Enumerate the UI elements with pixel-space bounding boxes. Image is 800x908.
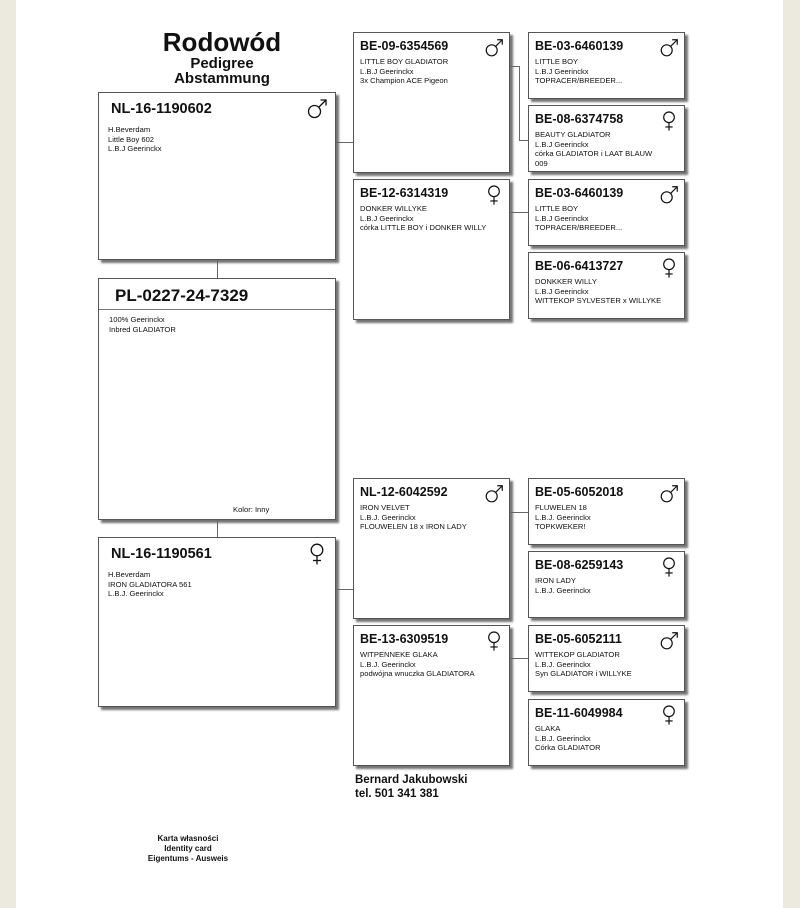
great-grandparent-ring-number: BE-05-6052111 xyxy=(535,632,622,646)
great-grandparent-line: L.B.J Geerinckx xyxy=(535,66,589,76)
grandparent-ring-number: BE-09-6354569 xyxy=(360,39,449,53)
dam-card[interactable] xyxy=(98,537,336,707)
dam-line: H.Beverdam xyxy=(108,570,151,579)
male-icon xyxy=(658,184,680,206)
great-grandparent-line: Córka GLADIATOR xyxy=(535,743,601,752)
subject-card[interactable] xyxy=(98,278,336,520)
pedigree-title xyxy=(134,28,310,87)
dam-ring-number: NL-16-1190561 xyxy=(111,546,212,562)
grandparent-line: WITPENNEKE GLAKA xyxy=(360,650,438,659)
grandparent-ring-number: BE-13-6309519 xyxy=(360,632,449,646)
connector-line xyxy=(336,142,353,143)
male-icon xyxy=(658,483,680,505)
grandparent-card[interactable] xyxy=(353,478,510,619)
female-icon xyxy=(658,257,680,279)
great-grandparent-card[interactable] xyxy=(528,252,685,319)
great-grandparent-card[interactable] xyxy=(528,105,685,172)
great-grandparent-ring-number: BE-11-6049984 xyxy=(535,706,623,720)
grandparent-ring-number: NL-12-6042592 xyxy=(360,485,448,499)
great-grandparent-line: L.B.J. Geerinckx xyxy=(535,659,591,669)
sire-line: H.Beverdam xyxy=(108,125,151,134)
great-grandparent-line: córka GLADIATOR i LAAT BLAUW xyxy=(535,149,653,158)
male-icon xyxy=(483,483,505,505)
subject-color: Kolor: Inny xyxy=(233,505,270,514)
owner-name: Bernard Jakubowski xyxy=(355,774,468,786)
connector-line xyxy=(519,140,528,141)
grandparent-line: 3x Champion ACE Pigeon xyxy=(360,76,448,85)
great-grandparent-line: 009 xyxy=(535,158,548,168)
connector-line xyxy=(510,212,528,213)
grandparent-line: IRON VELVET xyxy=(360,503,410,512)
great-grandparent-ring-number: BE-05-6052018 xyxy=(535,485,624,499)
identity-card-en: Identity card xyxy=(164,844,212,853)
great-grandparent-ring-number: BE-03-6460139 xyxy=(535,39,624,53)
female-icon xyxy=(305,542,329,566)
grandparent-line: L.B.J Geerinckx xyxy=(360,213,414,223)
connector-line xyxy=(510,658,528,659)
female-icon xyxy=(658,556,680,578)
subject-line: Inbred GLADIATOR xyxy=(109,324,176,334)
great-grandparent-line: LITTLE BOY xyxy=(535,57,579,66)
grandparent-card[interactable] xyxy=(353,32,510,173)
grandparent-line: podwójna wnuczka GLADIATORA xyxy=(360,669,475,678)
identity-card-label xyxy=(120,834,256,864)
great-grandparent-card[interactable] xyxy=(528,478,685,545)
great-grandparent-ring-number: BE-08-6374758 xyxy=(535,112,624,126)
identity-card-de: Eigentums - Ausweis xyxy=(147,854,229,863)
grandparent-card[interactable] xyxy=(353,179,510,320)
great-grandparent-line: L.B.J Geerinckx xyxy=(535,213,589,223)
great-grandparent-line: IRON LADY xyxy=(535,576,576,585)
dam-line: L.B.J. Geerinckx xyxy=(108,589,164,598)
great-grandparent-line: WITTEKOP SYLVESTER x WILLYKE xyxy=(535,296,662,305)
female-icon xyxy=(483,630,505,652)
great-grandparent-line: Syn GLADIATOR i WILLYKE xyxy=(535,669,632,678)
great-grandparent-line: GLAKA xyxy=(535,724,561,733)
great-grandparent-line: L.B.J. Geerinckx xyxy=(535,733,591,743)
great-grandparent-line: BEAUTY GLADIATOR xyxy=(535,130,611,139)
title-de: Abstammung xyxy=(174,70,270,87)
owner-info xyxy=(355,773,467,801)
grandparent-line: córka LITTLE BOY i DONKER WILLY xyxy=(360,223,487,232)
grandparent-line: L.B.J Geerinckx xyxy=(360,66,414,76)
sire-line: L.B.J Geerinckx xyxy=(108,144,162,153)
grandparent-card[interactable] xyxy=(353,625,510,766)
great-grandparent-line: TOPRACER/BREEDER... xyxy=(535,76,623,85)
great-grandparent-ring-number: BE-08-6259143 xyxy=(535,558,624,572)
subject-ring-number: PL-0227-24-7329 xyxy=(115,286,249,305)
sire-ring-number: NL-16-1190602 xyxy=(111,101,212,117)
great-grandparent-card[interactable] xyxy=(528,699,685,766)
great-grandparent-line: L.B.J. Geerinckx xyxy=(535,585,591,595)
great-grandparent-line: L.B.J. Geerinckx xyxy=(535,512,591,522)
great-grandparent-card[interactable] xyxy=(528,179,685,246)
great-grandparent-line: TOPRACER/BREEDER... xyxy=(535,223,623,232)
great-grandparent-line: WITTEKOP GLADIATOR xyxy=(535,650,620,659)
connector-line xyxy=(519,66,520,140)
subject-divider xyxy=(99,309,335,310)
sire-line: Little Boy 602 xyxy=(108,134,155,144)
great-grandparent-ring-number: BE-06-6413727 xyxy=(535,259,624,273)
female-icon xyxy=(658,704,680,726)
grandparent-line: LITTLE BOY GLADIATOR xyxy=(360,57,449,66)
subject-line: 100% Geerinckx xyxy=(109,315,165,324)
female-icon xyxy=(483,184,505,206)
great-grandparent-ring-number: BE-03-6460139 xyxy=(535,186,624,200)
grandparent-line: FLOUWELEN 18 x IRON LADY xyxy=(360,522,467,531)
sire-card[interactable] xyxy=(98,92,336,260)
grandparent-ring-number: BE-12-6314319 xyxy=(360,186,449,200)
male-icon xyxy=(658,630,680,652)
great-grandparent-card[interactable] xyxy=(528,551,685,618)
connector-line xyxy=(217,520,218,537)
great-grandparent-line: L.B.J Geerinckx xyxy=(535,286,589,296)
great-grandparent-line: LITTLE BOY xyxy=(535,204,579,213)
male-icon xyxy=(305,97,329,121)
great-grandparent-line: DONKKER WILLY xyxy=(535,277,597,286)
connector-line xyxy=(510,66,519,67)
grandparent-line: DONKER WILLYKE xyxy=(360,204,427,213)
dam-line: IRON GLADIATORA 561 xyxy=(108,579,192,589)
owner-phone: tel. 501 341 381 xyxy=(355,788,439,800)
great-grandparent-card[interactable] xyxy=(528,625,685,692)
male-icon xyxy=(483,37,505,59)
title-pl: Rodowód xyxy=(162,27,282,57)
connector-line xyxy=(217,260,218,278)
title-en: Pedigree xyxy=(190,55,254,72)
pedigree-sheet xyxy=(16,0,783,908)
female-icon xyxy=(658,110,680,132)
great-grandparent-line: TOPKWEKER! xyxy=(535,522,586,531)
connector-line xyxy=(336,589,353,590)
connector-line xyxy=(510,512,528,513)
great-grandparent-line: FLUWELEN 18 xyxy=(535,503,587,512)
great-grandparent-line: L.B.J Geerinckx xyxy=(535,139,589,149)
grandparent-line: L.B.J. Geerinckx xyxy=(360,512,416,522)
male-icon xyxy=(658,37,680,59)
identity-card-pl: Karta własności xyxy=(157,834,219,843)
great-grandparent-card[interactable] xyxy=(528,32,685,99)
grandparent-line: L.B.J. Geerinckx xyxy=(360,659,416,669)
